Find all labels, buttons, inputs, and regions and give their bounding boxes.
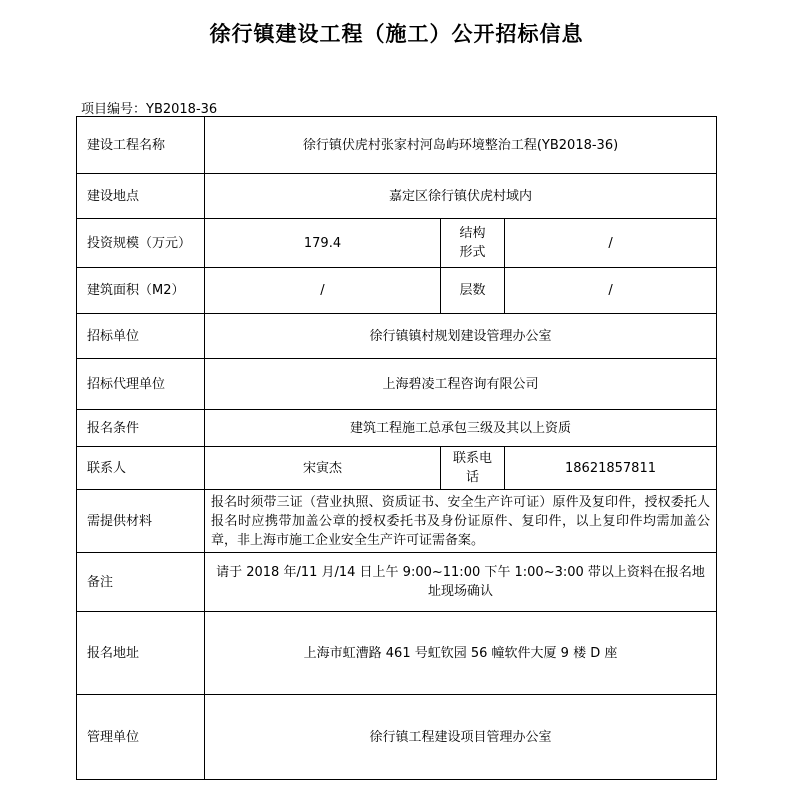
label-contact: 联系人 (77, 447, 205, 490)
label-tenderer: 招标单位 (77, 314, 205, 359)
row-agent (77, 359, 717, 410)
value-contact: 宋寅杰 (205, 447, 441, 490)
label-address: 报名地址 (77, 612, 205, 695)
row-manager (77, 695, 717, 780)
label-investment: 投资规模（万元） (77, 219, 205, 268)
value-project-name: 徐行镇伏虎村张家村河岛屿环境整治工程(YB2018-36) (205, 117, 717, 174)
value-structure-form: / (505, 219, 717, 268)
label-materials: 需提供材料 (77, 490, 205, 553)
label-floors: 层数 (441, 268, 505, 314)
row-project-name (77, 117, 717, 174)
value-address: 上海市虹漕路 461 号虹钦园 56 幢软件大厦 9 楼 D 座 (205, 612, 717, 695)
row-remarks (77, 553, 717, 612)
row-tenderer (77, 314, 717, 359)
label-remarks: 备注 (77, 553, 205, 612)
label-project-name: 建设工程名称 (77, 117, 205, 174)
page-title: 徐行镇建设工程（施工）公开招标信息 (209, 21, 584, 46)
value-location: 嘉定区徐行镇伏虎村域内 (205, 174, 717, 219)
value-floors: / (505, 268, 717, 314)
value-investment: 179.4 (205, 219, 441, 268)
value-remarks: 请于 2018 年/11 月/14 日上午 9:00~11:00 下午 1:00~3:00 带以上资料在报名地址现场确认 (205, 553, 717, 612)
row-location (77, 174, 717, 219)
label-requirements: 报名条件 (77, 410, 205, 447)
value-manager: 徐行镇工程建设项目管理办公室 (205, 695, 717, 780)
project-number: 项目编号：YB2018-36 (81, 102, 218, 117)
label-contact-phone: 联系电 话 (441, 447, 505, 490)
value-contact-phone: 18621857811 (505, 447, 717, 490)
row-address (77, 612, 717, 695)
value-area: / (205, 268, 441, 314)
label-structure-form: 结构 形式 (441, 219, 505, 268)
row-contact (77, 447, 717, 490)
row-materials (77, 490, 717, 553)
value-materials: 报名时须带三证（营业执照、资质证书、安全生产许可证）原件及复印件，授权委托人报名时应携带加盖公章的授权委托书及身份证原件、复印件，以上复印件均需加盖公章，非上海市施工企业安全生产许可证需备案。 (205, 490, 717, 553)
label-manager: 管理单位 (77, 695, 205, 780)
row-requirements (77, 410, 717, 447)
tender-info-table (76, 116, 717, 780)
row-area (77, 268, 717, 314)
row-investment (77, 219, 717, 268)
value-tenderer: 徐行镇镇村规划建设管理办公室 (205, 314, 717, 359)
value-agent: 上海碧凌工程咨询有限公司 (205, 359, 717, 410)
label-agent: 招标代理单位 (77, 359, 205, 410)
value-requirements: 建筑工程施工总承包三级及其以上资质 (205, 410, 717, 447)
label-area: 建筑面积（M2） (77, 268, 205, 314)
label-location: 建设地点 (77, 174, 205, 219)
